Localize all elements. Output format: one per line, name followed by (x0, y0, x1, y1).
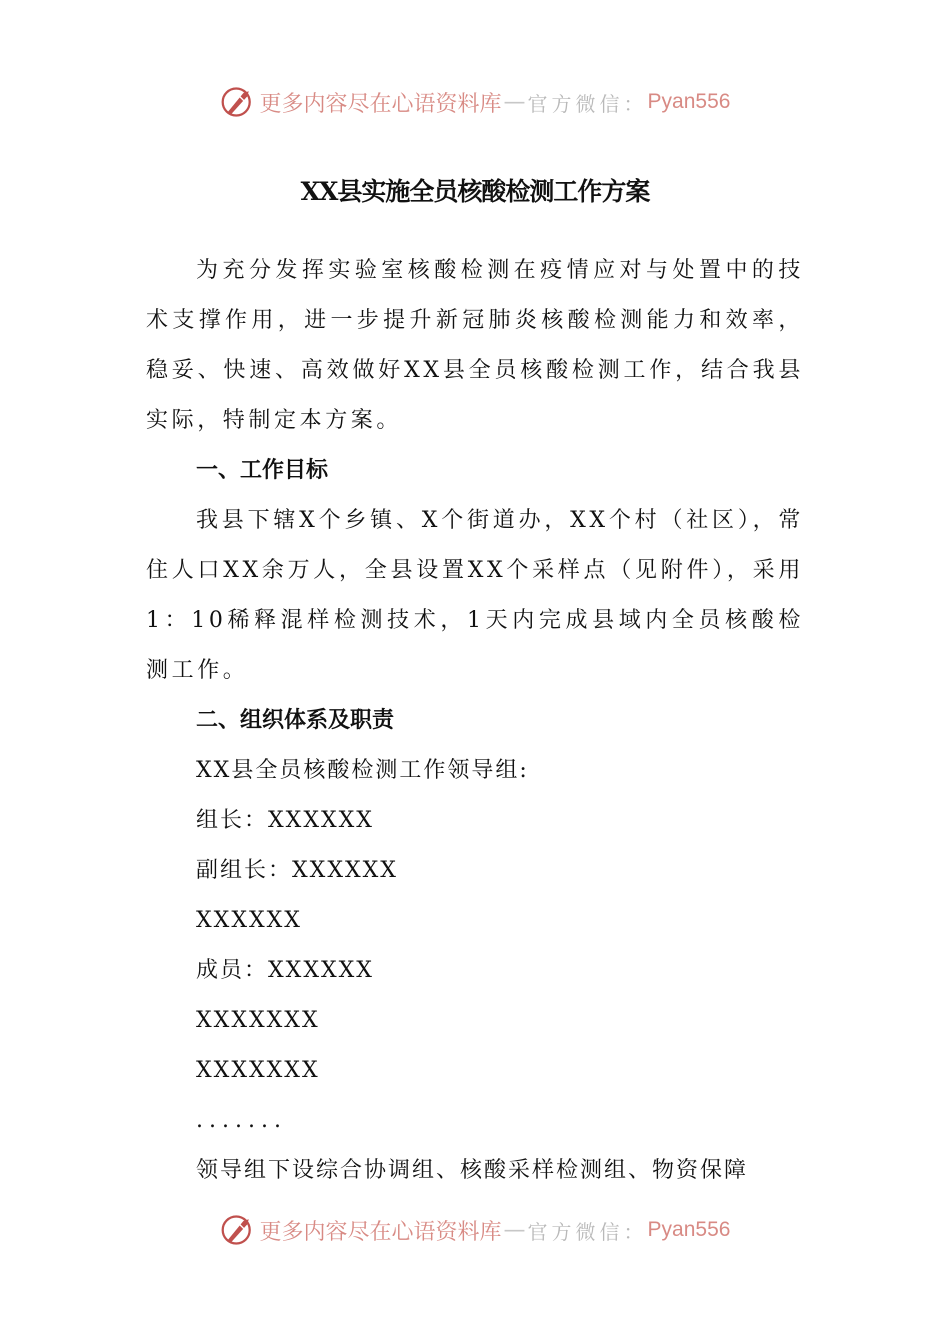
pen-nib-logo-icon (220, 1212, 256, 1248)
deputy-extra-line: XXXXXX (196, 908, 302, 933)
section-heading-organization: 二、组织体系及职责 (196, 708, 395, 733)
document-title: XX县实施全员核酸检测工作方案 (300, 177, 650, 206)
footer-watermark (0, 1208, 950, 1252)
deputy-leader-line: 副组长：XXXXXX (196, 858, 398, 883)
watermark-text: 更多内容尽在心语资料库 (259, 91, 502, 117)
watermark-text: 更多内容尽在心语资料库 (259, 1219, 502, 1245)
watermark-label: 官方微信： (527, 91, 648, 116)
watermark-wechat-id: Pyan556 (647, 90, 731, 113)
subgroups-line: 领导组下设综合协调组、核酸采样检测组、物资保障 (196, 1158, 749, 1183)
member-extra-line-2: XXXXXXX (196, 1058, 320, 1083)
goals-paragraph: 我县下辖X个乡镇、X个街道办，XX个村（社区），常住人口XX余万人，全县设置XX个采样点（见附件），采用1：10稀释混样检测技术，1天内完成县域内全员核酸检测工作。 (146, 508, 804, 683)
watermark-separator: — (503, 1217, 526, 1243)
intro-paragraph: 为充分发挥实验室核酸检测在疫情应对与处置中的技术支撑作用，进一步提升新冠肺炎核酸检测能力和效率，稳妥、快速、高效做好XX县全员核酸检测工作，结合我县实际，特制定本方案。 (146, 258, 804, 433)
ellipsis-line: ....... (196, 1108, 287, 1133)
watermark-label: 官方微信： (527, 1219, 648, 1244)
section-heading-goals: 一、工作目标 (196, 458, 329, 483)
members-line: 成员：XXXXXX (196, 958, 374, 983)
leader-line: 组长：XXXXXX (196, 808, 374, 833)
document-body (146, 246, 804, 1196)
leadership-group-title: XX县全员核酸检测工作领导组: (196, 758, 529, 783)
header-watermark (0, 80, 950, 124)
pen-nib-logo-icon (220, 84, 256, 120)
watermark-wechat-id: Pyan556 (647, 1218, 731, 1241)
member-extra-line-1: XXXXXXX (196, 1008, 320, 1033)
watermark-separator: — (503, 89, 526, 115)
